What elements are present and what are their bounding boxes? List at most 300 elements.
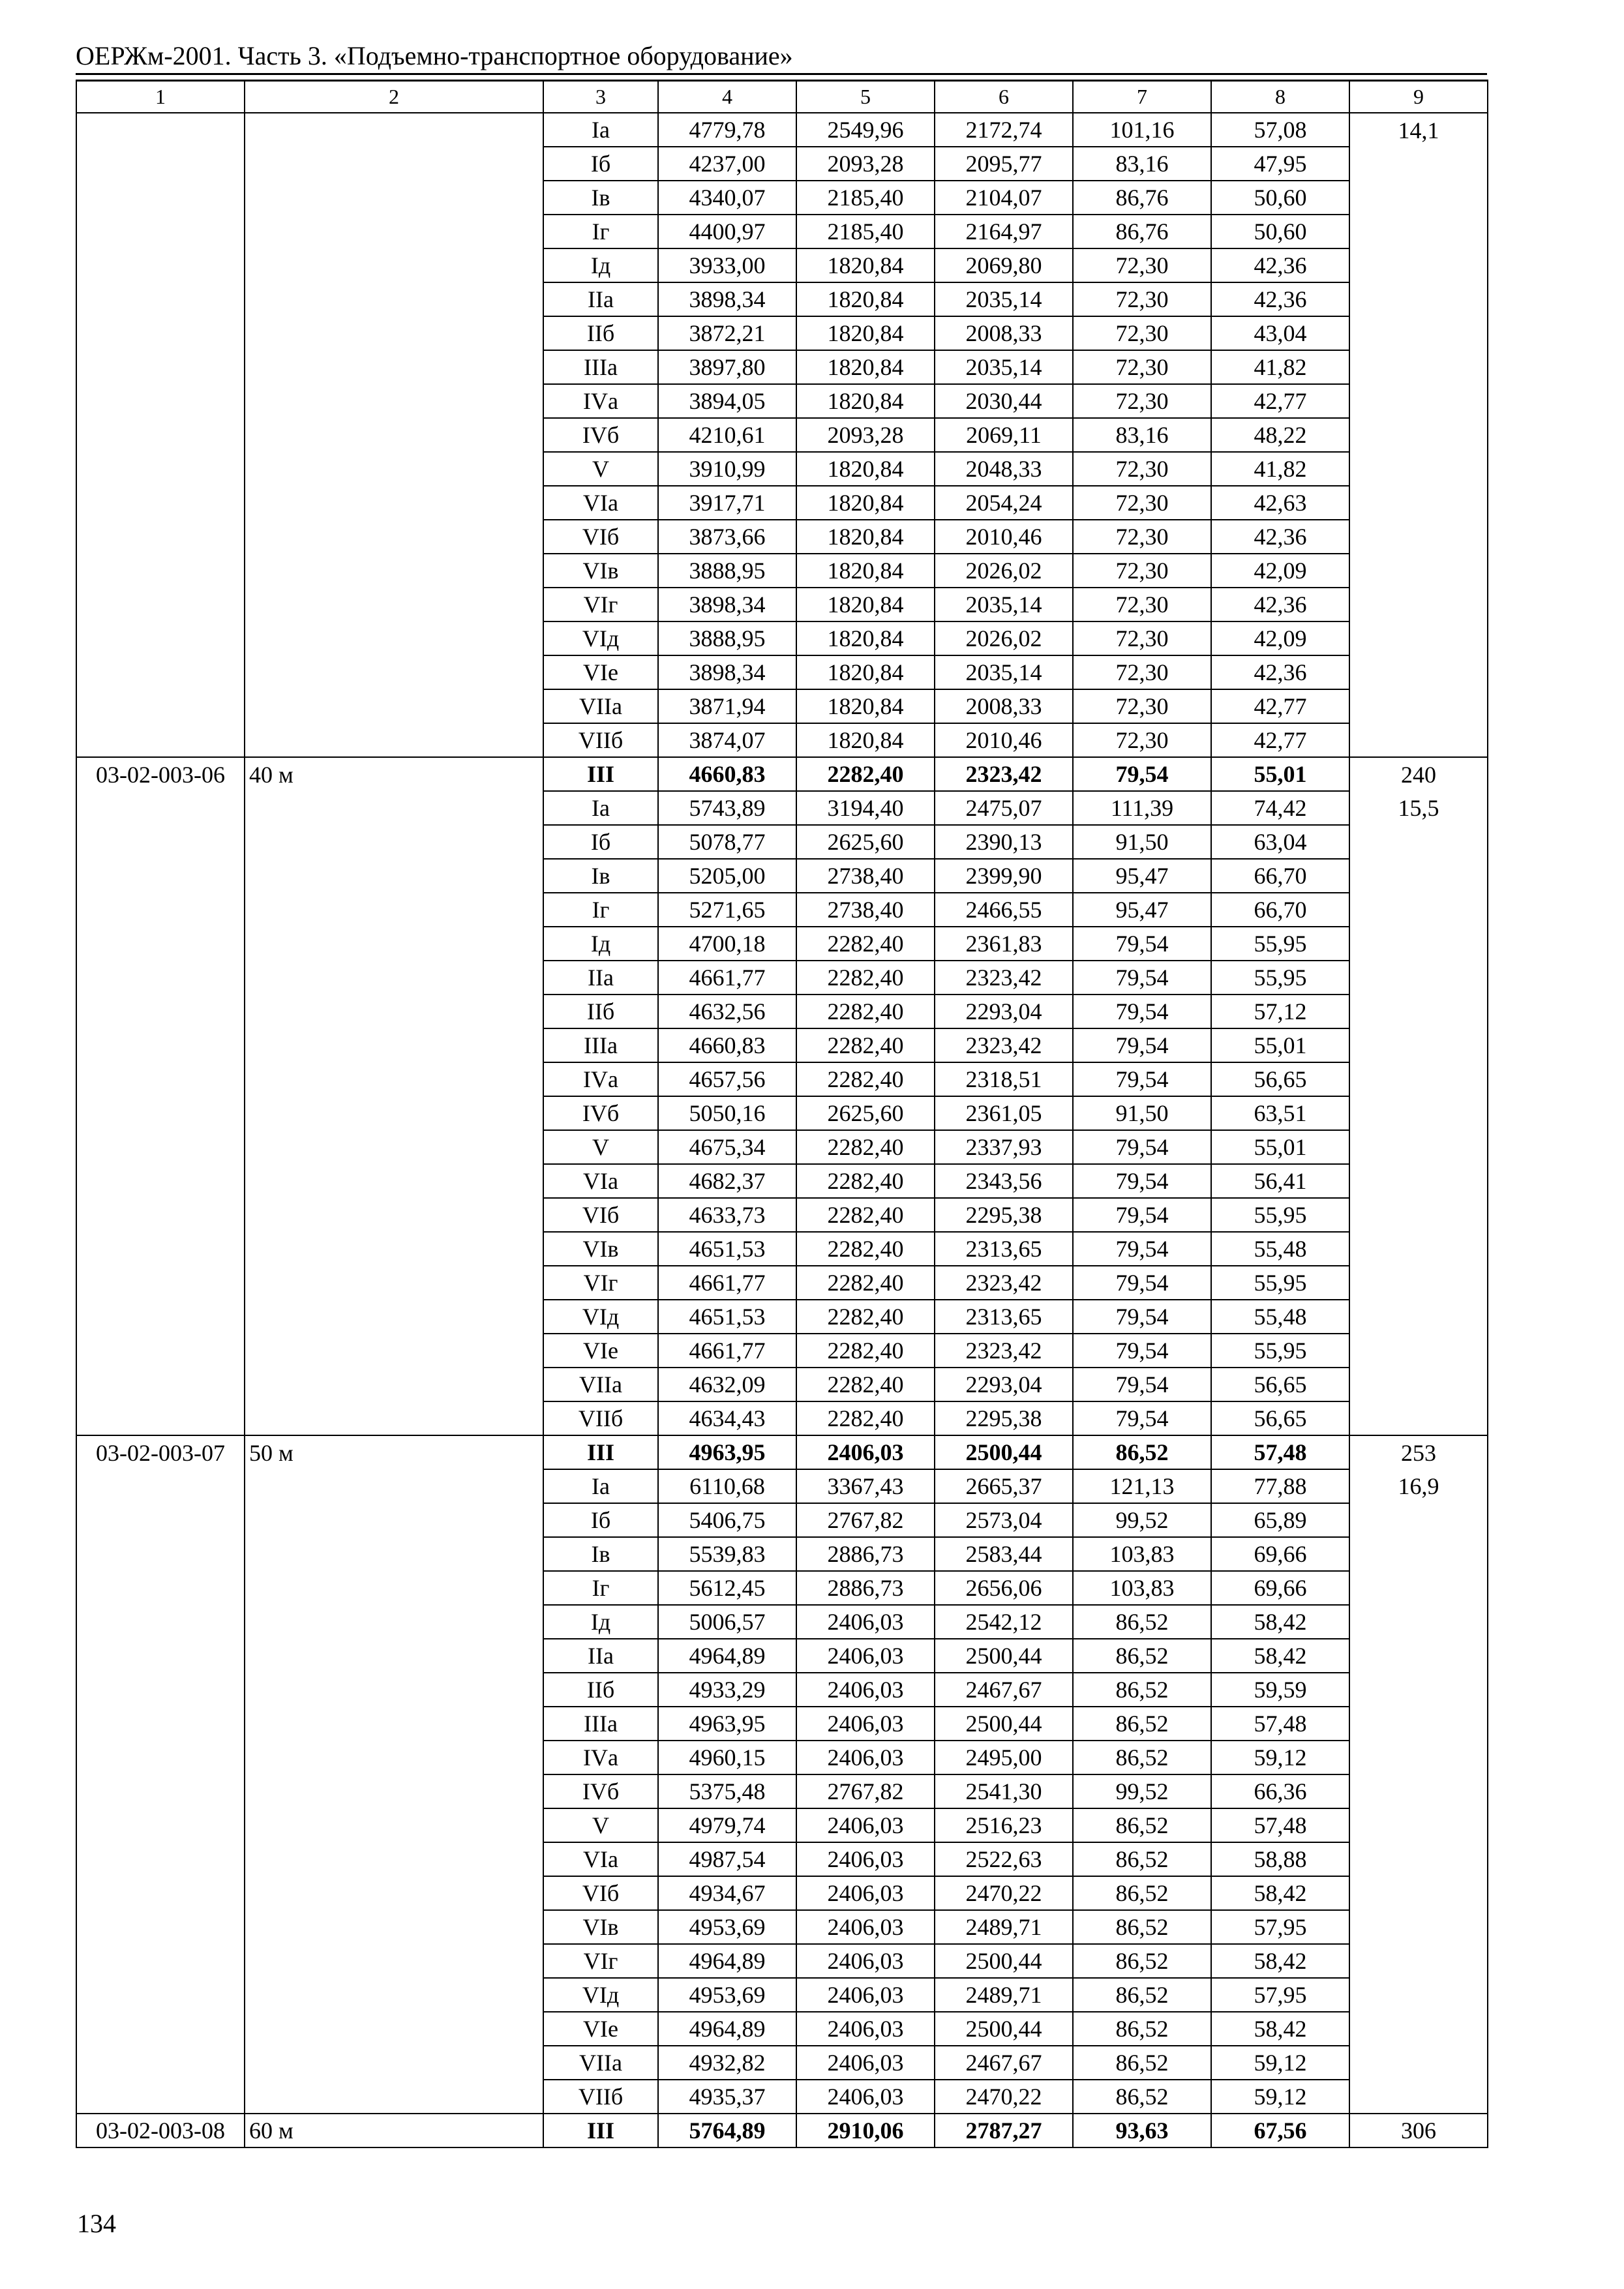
wages-cell: 2406,03	[796, 1978, 935, 2012]
operator-wages-cell: 72,30	[1073, 384, 1211, 418]
total-cost-cell: 4979,74	[658, 1808, 796, 1842]
materials-cell: 66,70	[1211, 893, 1349, 927]
materials-cell: 66,70	[1211, 859, 1349, 893]
operator-wages-cell: 79,54	[1073, 1401, 1211, 1435]
labor-hours-cell	[1349, 1741, 1488, 1774]
boom-length-cell	[245, 1571, 543, 1605]
zone-code-cell: IIа	[543, 1639, 658, 1673]
boom-length-cell: 50 м	[245, 1435, 543, 1469]
wages-cell: 2406,03	[796, 1673, 935, 1707]
labor-hours-cell	[1349, 1503, 1488, 1537]
rate-code-cell	[76, 1096, 245, 1130]
rate-code-cell	[76, 1978, 245, 2012]
total-cost-cell: 4632,09	[658, 1368, 796, 1401]
materials-cell: 41,82	[1211, 452, 1349, 486]
boom-length-cell	[245, 181, 543, 215]
table-row	[76, 995, 1488, 1028]
boom-length-cell	[245, 1300, 543, 1334]
machine-cost-cell: 2095,77	[935, 147, 1073, 181]
zone-code-cell: VIIа	[543, 689, 658, 723]
column-number-row	[76, 80, 1488, 113]
zone-code-cell: VIв	[543, 554, 658, 588]
labor-hours-cell	[1349, 961, 1488, 995]
table-row	[76, 1198, 1488, 1232]
wages-cell: 2282,40	[796, 961, 935, 995]
table-body	[76, 113, 1488, 2147]
rate-code-cell	[76, 452, 245, 486]
materials-cell: 74,42	[1211, 791, 1349, 825]
zone-code-cell: IVб	[543, 418, 658, 452]
zone-code-cell: IVа	[543, 1741, 658, 1774]
wages-cell: 2767,82	[796, 1774, 935, 1808]
wages-cell: 2093,28	[796, 147, 935, 181]
wages-cell: 2886,73	[796, 1571, 935, 1605]
total-cost-cell: 4933,29	[658, 1673, 796, 1707]
operator-wages-cell: 86,52	[1073, 1673, 1211, 1707]
materials-cell: 42,36	[1211, 588, 1349, 621]
labor-hours-cell	[1349, 859, 1488, 893]
rate-code-cell	[76, 1469, 245, 1503]
materials-cell: 63,51	[1211, 1096, 1349, 1130]
zone-code-cell: IIб	[543, 1673, 658, 1707]
machine-cost-cell: 2500,44	[935, 1639, 1073, 1673]
wages-cell: 2282,40	[796, 757, 935, 791]
table-row	[76, 282, 1488, 316]
machine-cost-cell: 2516,23	[935, 1808, 1073, 1842]
labor-hours-cell	[1349, 2046, 1488, 2080]
boom-length-cell	[245, 248, 543, 282]
materials-cell: 42,36	[1211, 248, 1349, 282]
wages-cell: 1820,84	[796, 452, 935, 486]
total-cost-cell: 4934,67	[658, 1876, 796, 1910]
rate-code-cell	[76, 995, 245, 1028]
wages-cell: 2625,60	[796, 1096, 935, 1130]
table-row	[76, 825, 1488, 859]
total-cost-cell: 4661,77	[658, 961, 796, 995]
table-row	[76, 1503, 1488, 1537]
total-cost-cell: 5205,00	[658, 859, 796, 893]
total-cost-cell: 4400,97	[658, 215, 796, 248]
operator-wages-cell: 83,16	[1073, 147, 1211, 181]
materials-cell: 50,60	[1211, 215, 1349, 248]
zone-code-cell: Iа	[543, 791, 658, 825]
total-cost-cell: 4661,77	[658, 1334, 796, 1368]
labor-hours-cell	[1349, 1096, 1488, 1130]
wages-cell: 2282,40	[796, 1232, 935, 1266]
operator-wages-cell: 79,54	[1073, 1300, 1211, 1334]
zone-code-cell: V	[543, 452, 658, 486]
boom-length-cell	[245, 2080, 543, 2114]
table-row	[76, 316, 1488, 350]
wages-cell: 2282,40	[796, 1334, 935, 1368]
table-row	[76, 1300, 1488, 1334]
operator-wages-cell: 86,52	[1073, 1741, 1211, 1774]
boom-length-cell: 40 м	[245, 757, 543, 791]
wages-cell: 3194,40	[796, 791, 935, 825]
operator-wages-cell: 72,30	[1073, 316, 1211, 350]
machine-cost-cell: 2361,83	[935, 927, 1073, 961]
machine-cost-cell: 2069,11	[935, 418, 1073, 452]
zone-code-cell: Iа	[543, 113, 658, 147]
labor-hours-cell	[1349, 621, 1488, 655]
zone-code-cell: IIб	[543, 995, 658, 1028]
operator-wages-cell: 79,54	[1073, 1334, 1211, 1368]
boom-length-cell	[245, 316, 543, 350]
total-cost-cell: 3874,07	[658, 723, 796, 757]
rate-code-cell	[76, 927, 245, 961]
table-row	[76, 1808, 1488, 1842]
rate-code-cell	[76, 1266, 245, 1300]
wages-cell: 1820,84	[796, 723, 935, 757]
wages-cell: 2406,03	[796, 1639, 935, 1673]
labor-hours-cell	[1349, 181, 1488, 215]
table-row	[76, 1639, 1488, 1673]
boom-length-cell	[245, 1605, 543, 1639]
wages-cell: 2282,40	[796, 1401, 935, 1435]
machine-cost-cell: 2343,56	[935, 1164, 1073, 1198]
operator-wages-cell: 103,83	[1073, 1571, 1211, 1605]
column-number: 4	[658, 80, 796, 113]
boom-length-cell	[245, 2046, 543, 2080]
materials-cell: 57,95	[1211, 1910, 1349, 1944]
zone-code-cell: V	[543, 1808, 658, 1842]
rate-code-cell	[76, 1876, 245, 1910]
column-number: 7	[1073, 80, 1211, 113]
table-group-row	[76, 2114, 1488, 2147]
rate-code-cell	[76, 248, 245, 282]
table-group-row	[76, 1435, 1488, 1469]
table-row	[76, 1707, 1488, 1741]
zone-code-cell: VIIб	[543, 1401, 658, 1435]
operator-wages-cell: 111,39	[1073, 791, 1211, 825]
total-cost-cell: 5743,89	[658, 791, 796, 825]
wages-cell: 2093,28	[796, 418, 935, 452]
zone-code-cell: VIе	[543, 1334, 658, 1368]
wages-cell: 2282,40	[796, 1300, 935, 1334]
operator-wages-cell: 72,30	[1073, 689, 1211, 723]
operator-wages-cell: 86,76	[1073, 215, 1211, 248]
table-row	[76, 1571, 1488, 1605]
wages-cell: 1820,84	[796, 655, 935, 689]
total-cost-cell: 3872,21	[658, 316, 796, 350]
labor-hours-cell	[1349, 588, 1488, 621]
boom-length-cell	[245, 554, 543, 588]
materials-cell: 59,12	[1211, 2080, 1349, 2114]
zone-code-cell: III	[543, 1435, 658, 1469]
labor-hours-cell	[1349, 1842, 1488, 1876]
column-number: 9	[1349, 80, 1488, 113]
zone-code-cell: Iд	[543, 1605, 658, 1639]
labor-hours-cell	[1349, 1673, 1488, 1707]
boom-length-cell	[245, 859, 543, 893]
operator-wages-cell: 95,47	[1073, 859, 1211, 893]
total-cost-cell: 3917,71	[658, 486, 796, 520]
boom-length-cell	[245, 1368, 543, 1401]
wages-cell: 2282,40	[796, 1164, 935, 1198]
labor-hours-cell	[1349, 927, 1488, 961]
wages-cell: 1820,84	[796, 282, 935, 316]
rate-code-cell: 03-02-003-07	[76, 1435, 245, 1469]
table-row	[76, 1910, 1488, 1944]
zone-code-cell: VIг	[543, 1266, 658, 1300]
materials-cell: 57,48	[1211, 1707, 1349, 1741]
wages-cell: 1820,84	[796, 554, 935, 588]
total-cost-cell: 4964,89	[658, 2012, 796, 2046]
table-row	[76, 1096, 1488, 1130]
table-row	[76, 588, 1488, 621]
machine-cost-cell: 2787,27	[935, 2114, 1073, 2147]
wages-cell: 2886,73	[796, 1537, 935, 1571]
materials-cell: 63,04	[1211, 825, 1349, 859]
labor-hours-cell	[1349, 1571, 1488, 1605]
machine-cost-cell: 2164,97	[935, 215, 1073, 248]
zone-code-cell: Iб	[543, 1503, 658, 1537]
operator-wages-cell: 72,30	[1073, 520, 1211, 554]
rate-code-cell	[76, 961, 245, 995]
table-row	[76, 1673, 1488, 1707]
materials-cell: 50,60	[1211, 181, 1349, 215]
total-cost-cell: 4932,82	[658, 2046, 796, 2080]
machine-cost-cell: 2467,67	[935, 1673, 1073, 1707]
total-cost-cell: 4210,61	[658, 418, 796, 452]
machine-cost-cell: 2069,80	[935, 248, 1073, 282]
operator-wages-cell: 103,83	[1073, 1537, 1211, 1571]
materials-cell: 55,48	[1211, 1232, 1349, 1266]
labor-hours-cell	[1349, 486, 1488, 520]
boom-length-cell	[245, 995, 543, 1028]
wages-cell: 2282,40	[796, 1368, 935, 1401]
rate-code-cell	[76, 1503, 245, 1537]
boom-length-cell	[245, 418, 543, 452]
labor-hours-cell	[1349, 1401, 1488, 1435]
labor-hours-cell	[1349, 1334, 1488, 1368]
materials-cell: 56,65	[1211, 1062, 1349, 1096]
wages-cell: 2282,40	[796, 1062, 935, 1096]
rate-code-cell	[76, 1707, 245, 1741]
machine-cost-cell: 2048,33	[935, 452, 1073, 486]
table-row	[76, 1266, 1488, 1300]
total-cost-cell: 5612,45	[658, 1571, 796, 1605]
zone-code-cell: VIа	[543, 486, 658, 520]
column-number: 2	[245, 80, 543, 113]
machine-cost-cell: 2522,63	[935, 1842, 1073, 1876]
column-number: 6	[935, 80, 1073, 113]
materials-cell: 48,22	[1211, 418, 1349, 452]
materials-cell: 57,48	[1211, 1808, 1349, 1842]
table-row	[76, 1774, 1488, 1808]
total-cost-cell: 3888,95	[658, 554, 796, 588]
wages-cell: 2185,40	[796, 215, 935, 248]
boom-length-cell	[245, 621, 543, 655]
labor-hours-cell	[1349, 1944, 1488, 1978]
wages-cell: 2767,82	[796, 1503, 935, 1537]
zone-code-cell: VIб	[543, 1198, 658, 1232]
total-cost-cell: 3898,34	[658, 588, 796, 621]
rate-code-cell	[76, 621, 245, 655]
labor-hours-cell	[1349, 1774, 1488, 1808]
boom-length-cell	[245, 723, 543, 757]
wages-cell: 1820,84	[796, 316, 935, 350]
rate-code-cell	[76, 2012, 245, 2046]
total-cost-cell: 4935,37	[658, 2080, 796, 2114]
table-row	[76, 1062, 1488, 1096]
materials-cell: 65,89	[1211, 1503, 1349, 1537]
zone-code-cell: VIг	[543, 1944, 658, 1978]
total-cost-cell: 5406,75	[658, 1503, 796, 1537]
rate-code-cell	[76, 215, 245, 248]
materials-cell: 56,65	[1211, 1401, 1349, 1435]
wages-cell: 2549,96	[796, 113, 935, 147]
boom-length-cell	[245, 1673, 543, 1707]
operator-wages-cell: 86,76	[1073, 181, 1211, 215]
zone-code-cell: VIд	[543, 621, 658, 655]
boom-length-cell	[245, 1774, 543, 1808]
wages-cell: 1820,84	[796, 486, 935, 520]
total-cost-cell: 3888,95	[658, 621, 796, 655]
rate-code-cell	[76, 282, 245, 316]
machine-cost-cell: 2337,93	[935, 1130, 1073, 1164]
wages-cell: 2406,03	[796, 1842, 935, 1876]
table-row	[76, 655, 1488, 689]
wages-cell: 2406,03	[796, 1944, 935, 1978]
machine-cost-cell: 2026,02	[935, 554, 1073, 588]
table-row	[76, 1605, 1488, 1639]
table-row	[76, 2080, 1488, 2114]
machine-cost-cell: 2466,55	[935, 893, 1073, 927]
boom-length-cell	[245, 1028, 543, 1062]
wages-cell: 2185,40	[796, 181, 935, 215]
boom-length-cell	[245, 689, 543, 723]
materials-cell: 56,65	[1211, 1368, 1349, 1401]
boom-length-cell	[245, 927, 543, 961]
operator-wages-cell: 79,54	[1073, 1028, 1211, 1062]
machine-cost-cell: 2295,38	[935, 1401, 1073, 1435]
labor-hours-cell	[1349, 2080, 1488, 2114]
materials-cell: 69,66	[1211, 1571, 1349, 1605]
materials-cell: 67,56	[1211, 2114, 1349, 2147]
zone-code-cell: VIд	[543, 1300, 658, 1334]
operator-wages-cell: 86,52	[1073, 2080, 1211, 2114]
boom-length-cell	[245, 1469, 543, 1503]
rate-code-cell	[76, 1232, 245, 1266]
zone-code-cell: VIв	[543, 1910, 658, 1944]
materials-cell: 59,12	[1211, 1741, 1349, 1774]
machine-cost-cell: 2030,44	[935, 384, 1073, 418]
materials-cell: 58,42	[1211, 1876, 1349, 1910]
machine-cost-cell: 2500,44	[935, 2012, 1073, 2046]
table-row	[76, 689, 1488, 723]
labor-hours-cell	[1349, 418, 1488, 452]
machine-cost-cell: 2583,44	[935, 1537, 1073, 1571]
boom-length-cell	[245, 1876, 543, 1910]
zone-code-cell: Iб	[543, 147, 658, 181]
table-row	[76, 181, 1488, 215]
labor-hours-cell	[1349, 1232, 1488, 1266]
machine-cost-cell: 2475,07	[935, 791, 1073, 825]
machine-cost-cell: 2323,42	[935, 961, 1073, 995]
total-cost-cell: 4633,73	[658, 1198, 796, 1232]
zone-code-cell: Iг	[543, 1571, 658, 1605]
table-row	[76, 2046, 1488, 2080]
operator-wages-cell: 79,54	[1073, 1198, 1211, 1232]
labor-hours-cell	[1349, 1605, 1488, 1639]
total-cost-cell: 6110,68	[658, 1469, 796, 1503]
labor-hours-cell	[1349, 452, 1488, 486]
operator-wages-cell: 86,52	[1073, 1978, 1211, 2012]
materials-cell: 77,88	[1211, 1469, 1349, 1503]
table-row	[76, 452, 1488, 486]
table-row	[76, 215, 1488, 248]
zone-code-cell: VIа	[543, 1842, 658, 1876]
labor-hours-cell	[1349, 1198, 1488, 1232]
zone-code-cell: VIIб	[543, 2080, 658, 2114]
zone-code-cell: VIв	[543, 1232, 658, 1266]
materials-cell: 59,59	[1211, 1673, 1349, 1707]
labor-hours-cell: 14,1	[1349, 113, 1488, 147]
total-cost-cell: 4963,95	[658, 1435, 796, 1469]
total-cost-cell: 5539,83	[658, 1537, 796, 1571]
labor-hours-cell: 306	[1349, 2114, 1488, 2147]
boom-length-cell	[245, 1707, 543, 1741]
rate-code-cell	[76, 2046, 245, 2080]
wages-cell: 2282,40	[796, 995, 935, 1028]
machine-cost-cell: 2495,00	[935, 1741, 1073, 1774]
rate-code-cell	[76, 418, 245, 452]
total-cost-cell: 4661,77	[658, 1266, 796, 1300]
rate-code-cell	[76, 2080, 245, 2114]
total-cost-cell: 4632,56	[658, 995, 796, 1028]
rate-code-cell	[76, 1300, 245, 1334]
materials-cell: 42,36	[1211, 282, 1349, 316]
materials-cell: 59,12	[1211, 2046, 1349, 2080]
materials-cell: 42,63	[1211, 486, 1349, 520]
total-cost-cell: 3898,34	[658, 282, 796, 316]
labor-hours-cell	[1349, 893, 1488, 927]
labor-hours-cell	[1349, 215, 1488, 248]
machine-cost-cell: 2656,06	[935, 1571, 1073, 1605]
zone-code-cell: IIа	[543, 282, 658, 316]
table-row	[76, 791, 1488, 825]
labor-hours-cell: 240	[1349, 757, 1488, 791]
zone-code-cell: IVа	[543, 384, 658, 418]
materials-cell: 58,88	[1211, 1842, 1349, 1876]
machine-cost-cell: 2313,65	[935, 1300, 1073, 1334]
total-cost-cell: 4660,83	[658, 757, 796, 791]
total-cost-cell: 4651,53	[658, 1232, 796, 1266]
wages-cell: 2282,40	[796, 1266, 935, 1300]
wages-cell: 2406,03	[796, 2080, 935, 2114]
labor-hours-cell	[1349, 1876, 1488, 1910]
total-cost-cell: 5271,65	[658, 893, 796, 927]
zone-code-cell: IIIа	[543, 1707, 658, 1741]
operator-wages-cell: 86,52	[1073, 2046, 1211, 2080]
rate-code-cell	[76, 1130, 245, 1164]
operator-wages-cell: 79,54	[1073, 757, 1211, 791]
zone-code-cell: IIIа	[543, 350, 658, 384]
labor-hours-cell	[1349, 554, 1488, 588]
zone-code-cell: Iд	[543, 927, 658, 961]
wages-cell: 2282,40	[796, 927, 935, 961]
boom-length-cell: 60 м	[245, 2114, 543, 2147]
labor-hours-cell	[1349, 1707, 1488, 1741]
total-cost-cell: 4987,54	[658, 1842, 796, 1876]
materials-cell: 58,42	[1211, 1639, 1349, 1673]
materials-cell: 57,12	[1211, 995, 1349, 1028]
boom-length-cell	[245, 961, 543, 995]
machine-cost-cell: 2293,04	[935, 995, 1073, 1028]
operator-wages-cell: 72,30	[1073, 248, 1211, 282]
boom-length-cell	[245, 1130, 543, 1164]
